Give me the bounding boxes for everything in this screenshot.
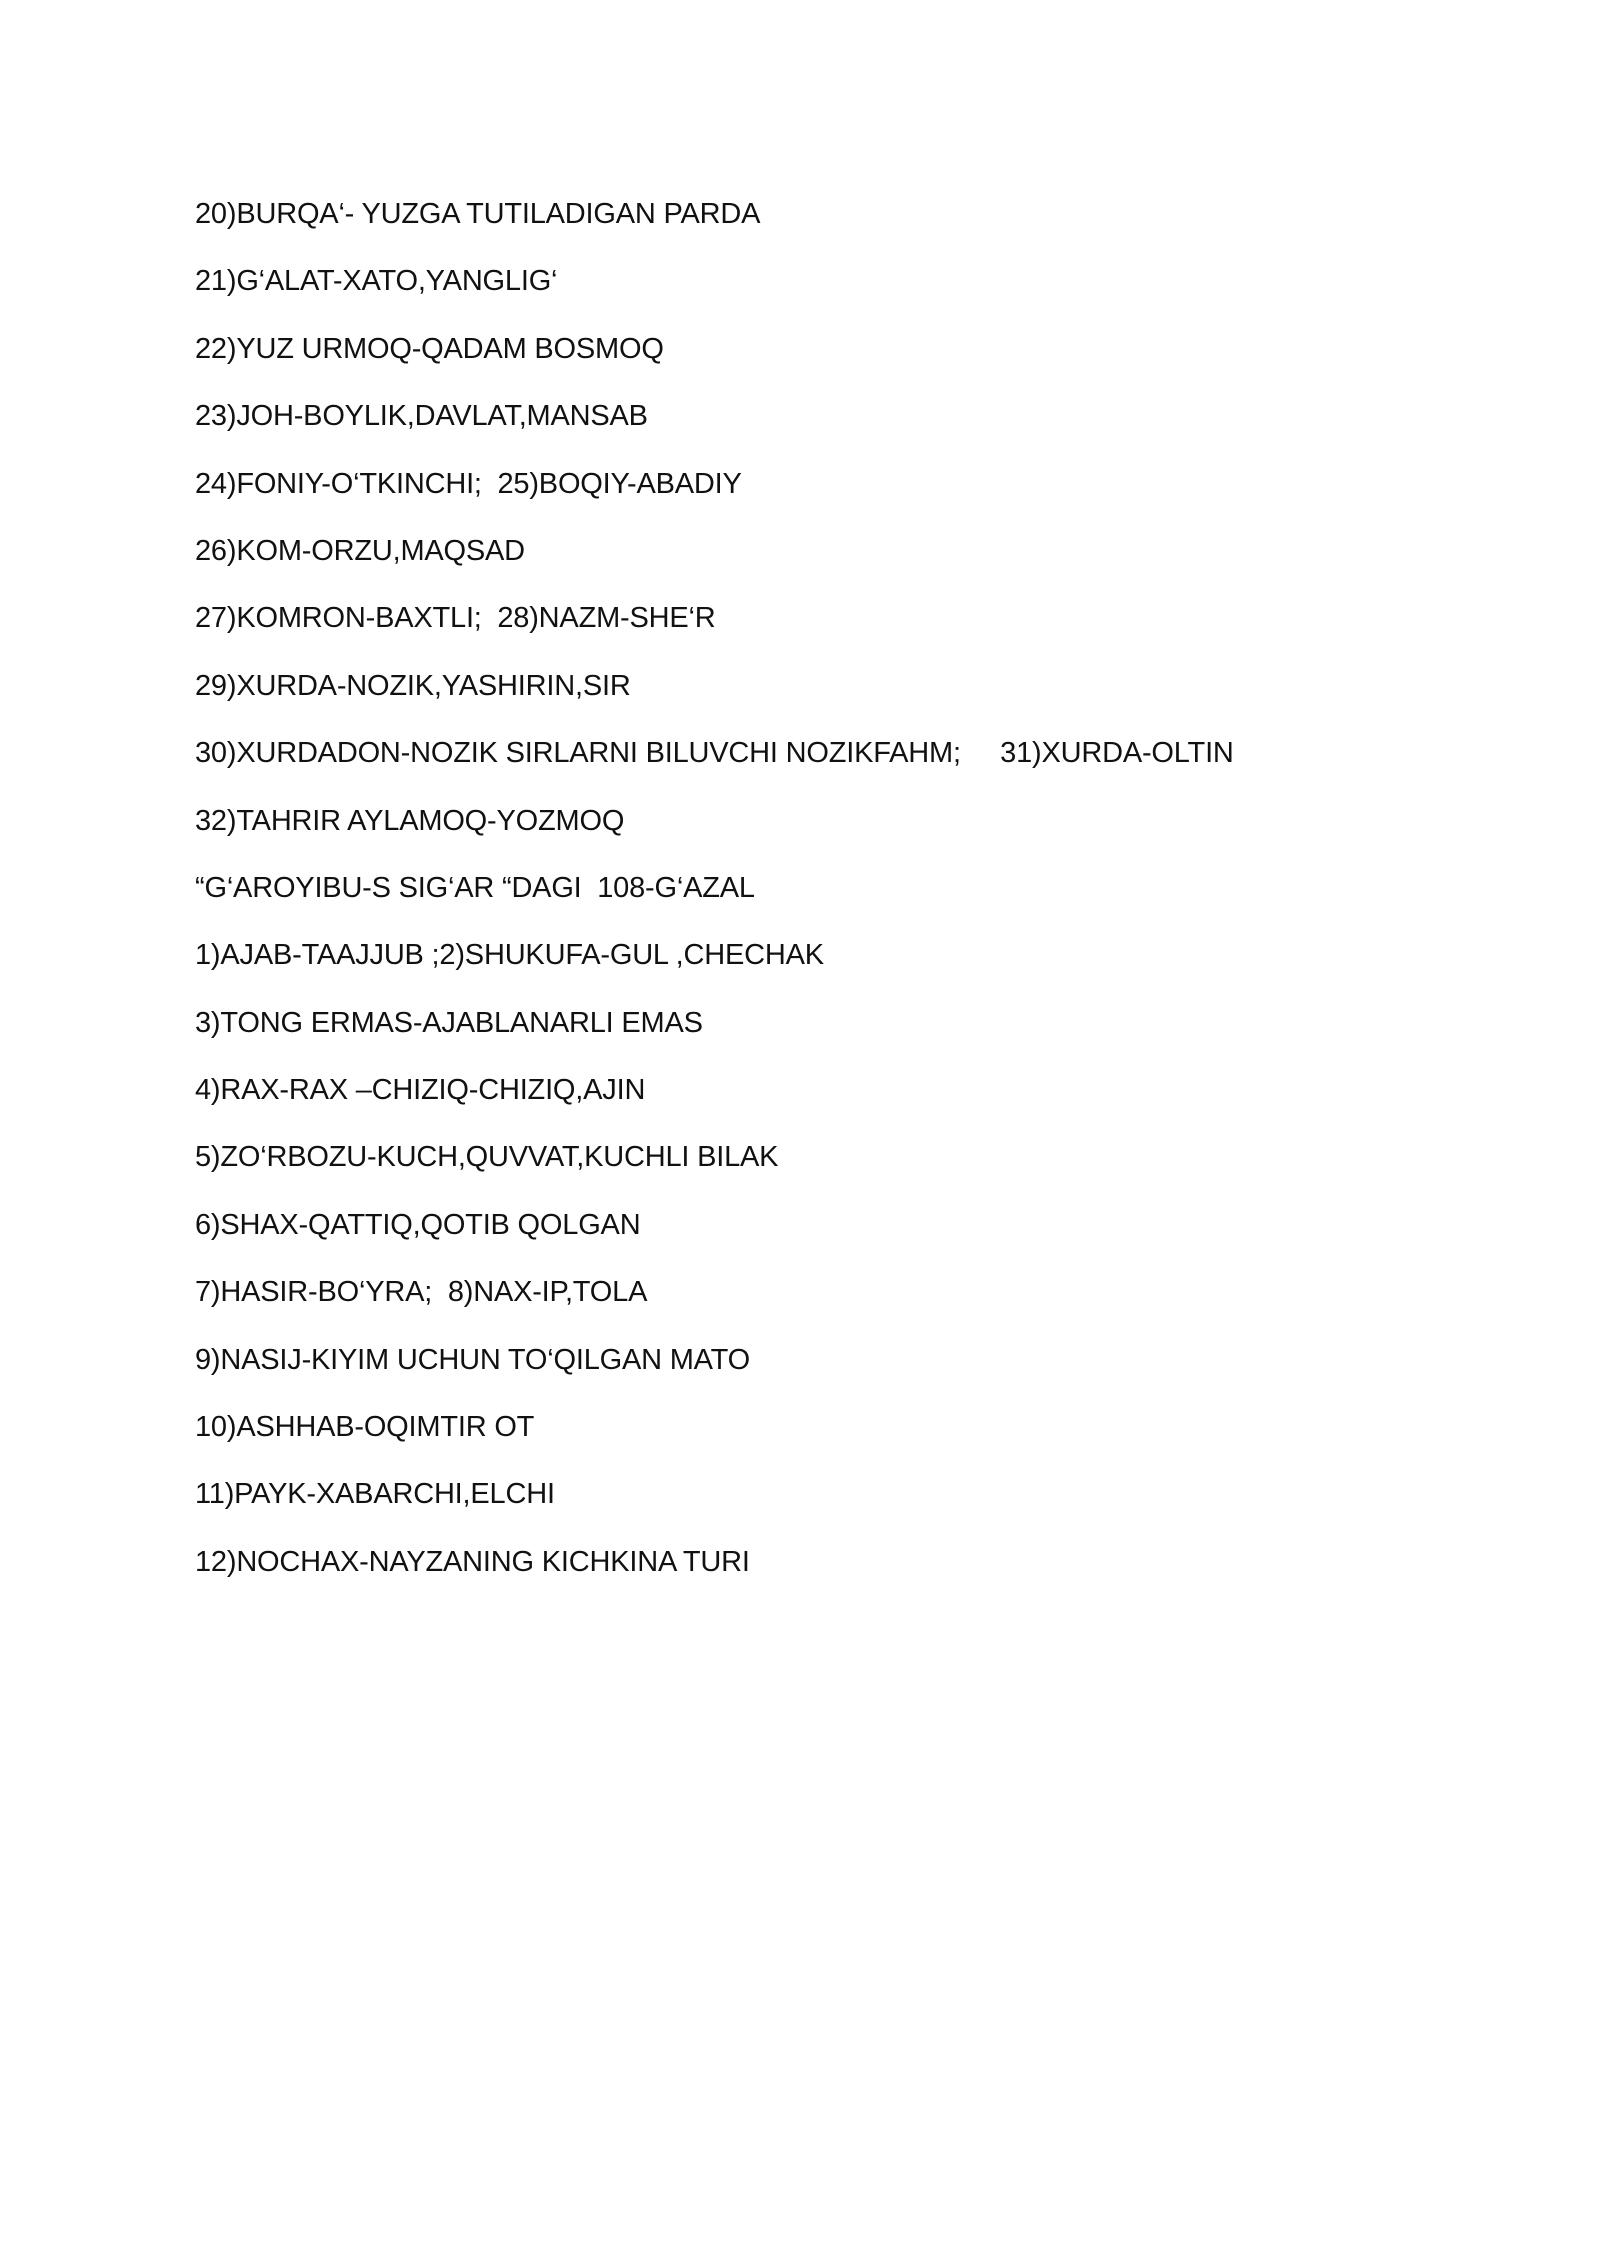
list-item: 21)G‘ALAT-XATO,YANGLIG‘	[195, 265, 558, 298]
list-item: 30)XURDADON-NOZIK SIRLARNI BILUVCHI NOZIKFAHM; 31)XURDA-OLTIN	[195, 737, 1234, 770]
list-item: 23)JOH-BOYLIK,DAVLAT,MANSAB	[195, 400, 648, 433]
list-item: 9)NASIJ-KIYIM UCHUN TO‘QILGAN MATO	[195, 1343, 751, 1376]
list-item: 5)ZO‘RBOZU-KUCH,QUVVAT,KUCHLI BILAK	[195, 1141, 779, 1174]
list-item: 11)PAYK-XABARCHI,ELCHI	[195, 1478, 555, 1511]
section-heading: “G‘AROYIBU-S SIG‘AR “DAGI 108-G‘AZAL	[195, 871, 755, 904]
list-item: 12)NOCHAX-NAYZANING KICHKINA TURI	[195, 1545, 750, 1578]
list-item: 3)TONG ERMAS-AJABLANARLI EMAS	[195, 1006, 703, 1039]
list-item: 6)SHAX-QATTIQ,QOTIB QOLGAN	[195, 1208, 641, 1241]
list-item: 1)AJAB-TAAJJUB ;2)SHUKUFA-GUL ,CHECHAK	[195, 939, 824, 972]
list-item: 26)KOM-ORZU,MAQSAD	[195, 534, 525, 567]
vocabulary-list	[195, 192, 1495, 1607]
list-item: 20)BURQA‘- YUZGA TUTILADIGAN PARDA	[195, 198, 761, 230]
list-item: 4)RAX-RAX –CHIZIQ-CHIZIQ,AJIN	[195, 1074, 646, 1107]
list-item: 7)HASIR-BO‘YRA; 8)NAX-IP,TOLA	[195, 1276, 648, 1309]
list-item: 24)FONIY-O‘TKINCHI; 25)BOQIY-ABADIY	[195, 467, 742, 500]
list-item: 10)ASHHAB-OQIMTIR OT	[195, 1411, 535, 1444]
list-item: 22)YUZ URMOQ-QADAM BOSMOQ	[195, 332, 664, 365]
list-item: 32)TAHRIR AYLAMOQ-YOZMOQ	[195, 804, 625, 837]
list-item: 27)KOMRON-BAXTLI; 28)NAZM-SHE‘R	[195, 602, 716, 635]
list-item: 29)XURDA-NOZIK,YASHIRIN,SIR	[195, 669, 631, 702]
